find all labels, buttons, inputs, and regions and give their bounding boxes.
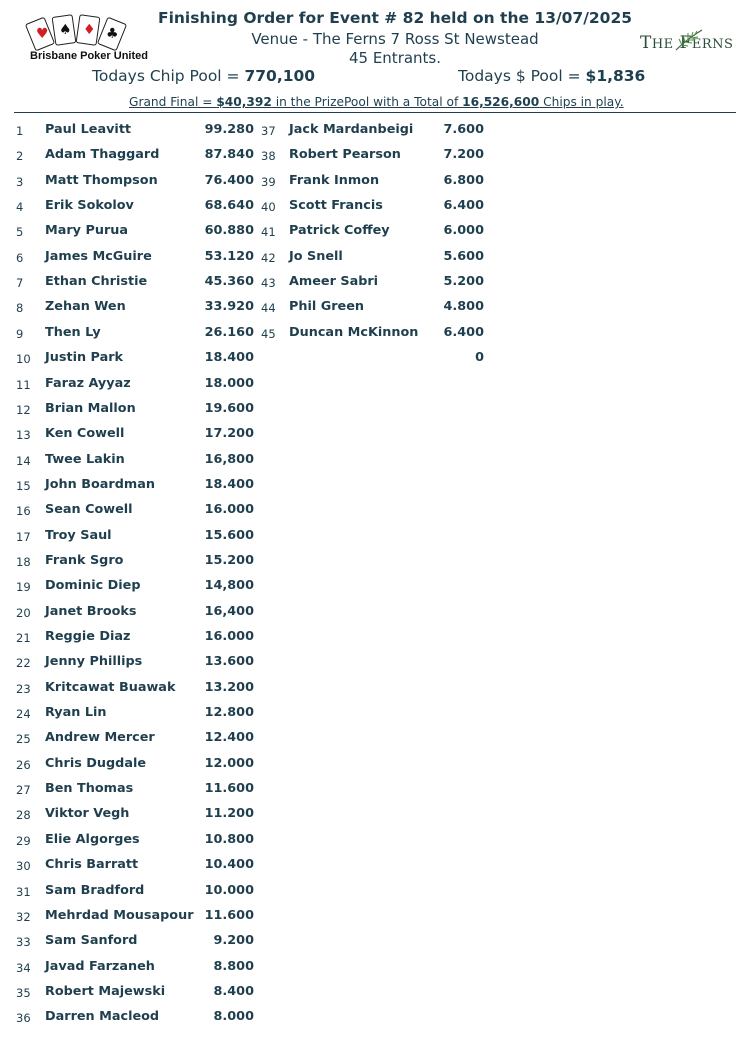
player-name: Janet Brooks <box>45 603 137 619</box>
chip-count: 18.400 <box>204 476 254 492</box>
player-name: Dominic Diep <box>45 578 141 594</box>
chip-count: 99.280 <box>204 122 254 137</box>
chip-count: 7.600 <box>443 122 484 137</box>
player-name: Frank Sgro <box>45 552 124 568</box>
finish-position: 38 <box>261 149 276 164</box>
player-name: Viktor Vegh <box>45 806 130 822</box>
finish-position: 13 <box>16 428 31 443</box>
finish-position: 1 <box>16 124 24 138</box>
finish-position: 19 <box>16 580 31 595</box>
finish-position: 24 <box>16 707 31 722</box>
the-ferns-logo <box>640 28 736 54</box>
chip-count: 33.920 <box>204 299 254 315</box>
finish-position: 20 <box>16 605 31 620</box>
chip-count: 6.000 <box>443 223 484 239</box>
player-name: Chris Barratt <box>45 857 139 873</box>
player-name: Ken Cowell <box>45 426 125 442</box>
finish-position: 41 <box>261 225 276 240</box>
finish-position: 32 <box>16 909 31 924</box>
finish-position: 35 <box>16 985 31 1000</box>
playing-cards-icon <box>16 12 162 52</box>
chip-count: 87.840 <box>204 147 254 163</box>
finish-position: 18 <box>16 554 31 569</box>
ferns-logo-text: THE FERNS <box>640 33 734 53</box>
chip-count: 16,800 <box>204 451 254 467</box>
cash-pool-label: Todays $ Pool = <box>458 67 586 85</box>
chip-count: 68.640 <box>204 198 254 214</box>
finish-position: 26 <box>16 757 31 772</box>
chip-count: 11.600 <box>204 781 254 797</box>
svg-text:♠: ♠ <box>59 22 72 38</box>
grand-final-prize: $40,392 <box>216 95 272 109</box>
player-name: Sam Bradford <box>45 882 145 898</box>
finish-position: 30 <box>16 859 31 874</box>
player-name: Scott Francis <box>289 198 383 214</box>
chip-count: 16.000 <box>204 629 254 644</box>
finish-position: 8 <box>16 301 24 316</box>
chip-count: 11.200 <box>204 806 254 822</box>
finish-position: 42 <box>261 250 276 265</box>
player-name: Erik Sokolov <box>45 198 134 214</box>
finish-position: 45 <box>261 326 276 341</box>
player-name: Patrick Coffey <box>289 223 390 239</box>
grand-final-prefix: Grand Final = <box>129 95 217 109</box>
player-name: Jenny Phillips <box>45 654 143 670</box>
chip-count: 8.400 <box>213 983 254 999</box>
chip-count: 0 <box>475 350 484 366</box>
finish-position: 2 <box>16 149 24 164</box>
chip-count: 18.000 <box>204 375 254 391</box>
finish-position: 23 <box>16 681 31 696</box>
finish-position: 25 <box>16 732 31 747</box>
chip-count: 16.000 <box>204 502 254 518</box>
chip-pool <box>92 67 315 85</box>
player-name: Robert Pearson <box>289 147 401 163</box>
chip-count: 6.400 <box>443 198 484 214</box>
chip-count: 18.400 <box>204 350 254 366</box>
player-name: Chris Dugdale <box>45 755 147 771</box>
player-name: Phil Green <box>289 299 365 315</box>
brisbane-poker-united-logo <box>16 12 162 66</box>
finish-position: 12 <box>16 402 31 417</box>
player-name: Faraz Ayyaz <box>45 375 131 391</box>
finish-position: 31 <box>16 884 31 899</box>
player-name: Mary Purua <box>45 223 129 239</box>
chip-count: 12.400 <box>204 730 254 746</box>
venue-line: Venue - The Ferns 7 Ross St Newstead <box>251 30 539 48</box>
chip-count: 12.000 <box>204 755 254 771</box>
finish-position: 44 <box>261 301 276 316</box>
chip-count: 76.400 <box>204 172 254 188</box>
fern-leaf-icon <box>674 28 704 52</box>
player-name: Adam Thaggard <box>45 147 160 163</box>
player-name: Ethan Christie <box>45 274 148 290</box>
grand-final-suffix: Chips in play. <box>539 95 624 109</box>
player-name: Duncan McKinnon <box>289 324 419 340</box>
player-name: Paul Leavitt <box>45 122 132 137</box>
chip-count: 12.800 <box>204 705 254 721</box>
finish-position: 15 <box>16 478 31 493</box>
finish-position: 6 <box>16 250 24 265</box>
finish-position: 3 <box>16 174 24 189</box>
player-name: Darren Macleod <box>45 1009 160 1025</box>
chip-count: 10.400 <box>204 857 254 873</box>
chip-count: 10.800 <box>204 831 254 847</box>
player-name: Then Ly <box>45 324 101 340</box>
chip-count: 17.200 <box>204 426 254 442</box>
chip-count: 4.800 <box>443 299 484 315</box>
chip-count: 19.600 <box>204 400 254 416</box>
player-name: Brian Mallon <box>45 400 136 416</box>
chip-count: 13.600 <box>204 654 254 670</box>
player-name: Jack Mardanbeigi <box>289 122 414 137</box>
player-name: Zehan Wen <box>45 299 126 315</box>
chip-pool-label: Todays Chip Pool = <box>92 67 245 85</box>
player-name: Ryan Lin <box>45 705 107 721</box>
chip-count: 5.600 <box>443 248 484 264</box>
player-name: Troy Saul <box>45 527 112 543</box>
chip-count: 7.200 <box>443 147 484 163</box>
page-title: Finishing Order for Event # 82 held on the 13/07/2025 <box>157 9 633 27</box>
chip-count: 10.000 <box>204 882 254 898</box>
player-name: Robert Majewski <box>45 983 166 999</box>
finish-position: 7 <box>16 276 24 291</box>
finish-position: 40 <box>261 200 276 215</box>
finish-position: 34 <box>16 960 31 975</box>
player-name: Sam Sanford <box>45 933 138 949</box>
svg-text:♥: ♥ <box>36 26 49 42</box>
finish-position: 10 <box>16 352 31 367</box>
finish-position: 22 <box>16 656 31 671</box>
player-name: Matt Thompson <box>45 172 158 188</box>
player-name: James McGuire <box>45 248 152 264</box>
chip-count: 11.600 <box>204 907 254 923</box>
chip-count: 6.400 <box>443 324 484 340</box>
svg-text:♣: ♣ <box>106 26 119 42</box>
finish-position: 16 <box>16 504 31 519</box>
player-name: Kritcawat Buawak <box>45 679 176 695</box>
player-name: Sean Cowell <box>45 502 133 518</box>
player-name: Javad Farzaneh <box>45 958 155 974</box>
chip-count: 26.160 <box>204 324 254 340</box>
grand-final-chips: 16,526,600 <box>462 95 540 109</box>
chip-count: 16,400 <box>204 603 254 619</box>
chip-count: 5.200 <box>443 274 484 290</box>
finish-position: 33 <box>16 935 31 950</box>
player-name: Mehrdad Mousapour <box>45 907 194 923</box>
finish-position: 36 <box>16 1011 31 1026</box>
finish-position: 43 <box>261 276 276 291</box>
header-divider <box>14 112 736 113</box>
chip-count: 15.600 <box>204 527 254 543</box>
finish-position: 17 <box>16 529 31 544</box>
entrants-count: 45 Entrants. <box>348 49 442 67</box>
finish-position: 21 <box>16 631 31 645</box>
player-name: Twee Lakin <box>45 451 125 467</box>
finish-position: 9 <box>16 326 24 341</box>
player-name: Frank Inmon <box>289 172 380 188</box>
player-name: Elie Algorges <box>45 831 140 847</box>
chip-count: 8.000 <box>213 1009 254 1025</box>
player-name: Ameer Sabri <box>289 274 379 290</box>
chip-count: 8.800 <box>213 958 254 974</box>
chip-count: 13.200 <box>204 679 254 695</box>
player-name: Andrew Mercer <box>45 730 155 746</box>
chip-count: 45.360 <box>204 274 254 290</box>
chip-count: 14,800 <box>204 578 254 594</box>
chip-pool-value: 770,100 <box>244 67 316 85</box>
player-name: Reggie Diaz <box>45 629 131 644</box>
chip-count: 53.120 <box>204 248 254 264</box>
chip-count: 60.880 <box>204 223 254 239</box>
finish-position: 39 <box>261 174 276 189</box>
finish-position: 5 <box>16 225 24 240</box>
svg-text:♦: ♦ <box>83 22 96 38</box>
finish-position: 28 <box>16 808 31 823</box>
chip-count: 6.800 <box>443 172 484 188</box>
cash-pool <box>458 67 645 85</box>
grand-final-line <box>129 95 624 109</box>
player-name: Jo Snell <box>289 248 343 264</box>
player-name: John Boardman <box>45 476 155 492</box>
chip-count: 15.200 <box>204 552 254 568</box>
finish-position: 4 <box>16 200 24 215</box>
finish-position: 29 <box>16 833 31 848</box>
finish-position: 11 <box>16 377 31 392</box>
finish-position: 14 <box>16 453 31 468</box>
cash-pool-value: $1,836 <box>585 67 646 85</box>
player-name: Ben Thomas <box>45 781 134 797</box>
grand-final-middle: in the PrizePool with a Total of <box>271 95 463 109</box>
player-name: Justin Park <box>45 350 124 366</box>
logo-brand-text: Brisbane Poker United <box>30 50 148 62</box>
finish-position: 27 <box>16 783 31 798</box>
finish-position: 37 <box>261 124 276 138</box>
chip-count: 9.200 <box>213 933 254 949</box>
